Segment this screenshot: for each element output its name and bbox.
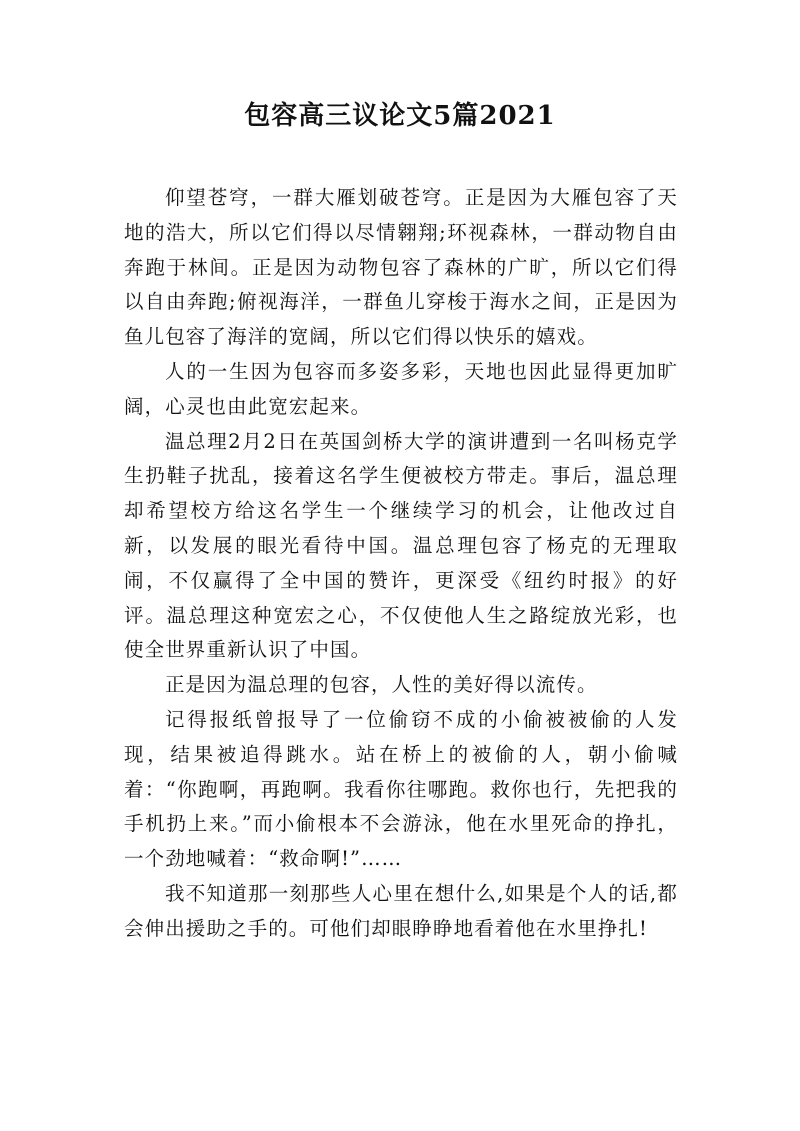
paragraph-4: 正是因为温总理的包容，人性的美好得以流传。 <box>164 673 598 697</box>
paragraph-2: 人的一生因为包容而多姿多彩，天地也因此显得更加旷阔，心灵也由此宽宏起来。 <box>124 359 678 418</box>
paragraph-3: 温总理2月2日在英国剑桥大学的演讲遭到一名叫杨克学生扔鞋子扰乱，接着这名学生便被校方带走。事后，温总理却希望校方给这名学生一个继续学习的机会，让他改过自新，以发展的眼光看待中国。温总理包容了杨克的无理取闹，不仅赢得了全中国的赞许，更深受《纽约时报》的好评。温总理这种宽宏之心，不仅使他人生之路绽放光彩，也使全世界重新认识了中国。 <box>124 429 678 662</box>
paragraph-1: 仰望苍穹，一群大雁划破苍穹。正是因为大雁包容了天地的浩大，所以它们得以尽情翱翔;环视森林，一群动物自由奔跑于林间。正是因为动物包容了森林的广旷，所以它们得以自由奔跑;俯视海洋，一群鱼儿穿梭于海水之间，正是因为鱼儿包容了海洋的宽阔，所以它们得以快乐的嬉戏。 <box>124 186 678 349</box>
paragraph-6: 我不知道那一刻那些人心里在想什么,如果是个人的话,都会伸出援助之手的。可他们却眼睁睁地看着他在水里挣扎! <box>124 881 678 940</box>
document-title: 包容高三议论文5篇2021 <box>244 101 556 131</box>
document-body <box>124 181 678 947</box>
paragraph-5: 记得报纸曾报导了一位偷窃不成的小偷被被偷的人发现，结果被追得跳水。站在桥上的被偷的人，朝小偷喊着：“你跑啊，再跑啊。我看你往哪跑。救你也行，先把我的手机扔上来。”而小偷根本不会游泳，他在水里死命的挣扎，一个劲地喊着：“救命啊!”…… <box>124 707 678 871</box>
